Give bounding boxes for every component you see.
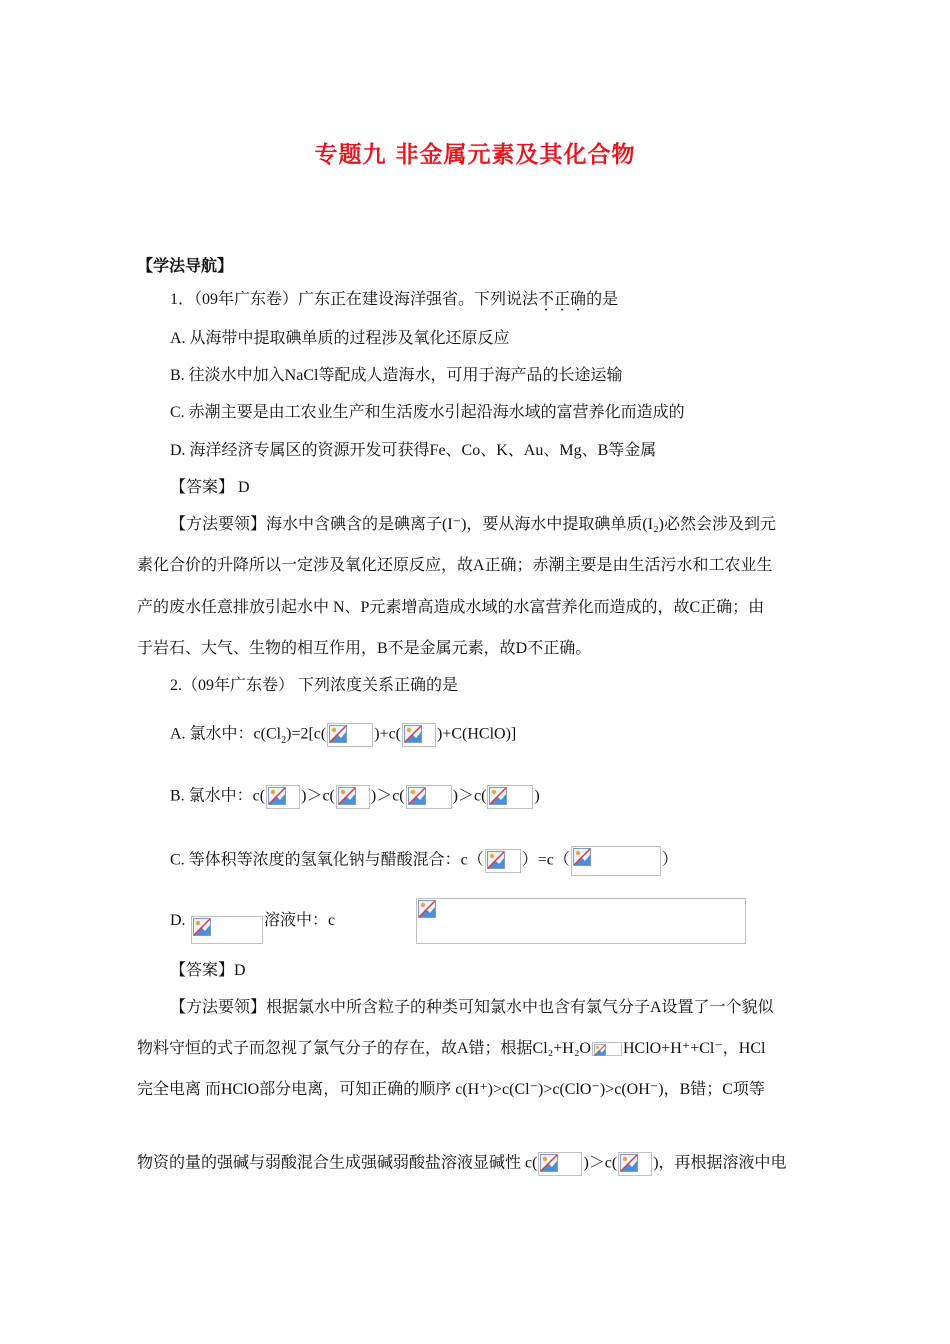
broken-image-icon [329,725,347,743]
formula-image [266,785,300,809]
emphasis-char: 正 [554,291,571,308]
q2-method-line: 完全电离 而HClO部分电离，可知正确的顺序 c(H⁺)>c(Cl⁻)>c(ClO⁻)>c(OH⁻)，B错；C项等 [137,1081,765,1098]
q2-c-text: ） [661,851,678,869]
q1-option-c: C. 赤潮主要是由工农业生产和生活废水引起沿海水域的富营养化而造成的 [170,404,685,421]
formula-image [538,1152,582,1176]
q2-answer: 【答案】D [170,962,246,979]
q1-stem-post: 的是 [586,291,619,308]
q2-method-text: 物资的量的强碱与弱酸混合生成强碱弱酸盐溶液显碱性 c( [137,1154,538,1172]
q1-method-line: 素化合价的升降所以一定涉及氧化还原反应，故A正确；赤潮主要是由生活污水和工农业生 [137,557,773,574]
broken-image-icon [594,1044,606,1056]
q2-option-c [170,846,678,876]
q2-c-text: ）=c（ [521,851,570,869]
q2-a-text: A. 氯水中：c(Cl [170,725,282,743]
q2-option-d-text: 溶液中：c [264,912,336,929]
q2-a-text: )+c( [374,725,401,743]
q2-method-line: 【方法要领】根据氯水中所含粒子的种类可知氯水中也含有氯气分子A设置了一个貌似 [170,999,774,1016]
broken-image-icon [408,787,426,805]
formula-image [485,849,521,873]
q1-answer: 【答案】 D [170,479,250,496]
q2-method-text: )＞c( [583,1154,618,1172]
formula-image [487,785,533,809]
broken-image-icon [487,851,505,869]
q2-b-text: ) [534,787,540,805]
broken-image-icon [418,900,436,918]
formula-image [402,723,436,747]
broken-image-icon [193,918,211,936]
broken-image-icon [404,725,422,743]
broken-image-icon [620,1154,638,1172]
q1-option-a: A. 从海带中提取碘单质的过程涉及氧化还原反应 [170,330,510,347]
question-2-stem: 2.（09年广东卷） 下列浓度关系正确的是 [170,677,459,694]
emphasis-char: 确 [570,291,587,308]
formula-image [571,846,661,876]
formula-image [336,785,370,809]
q2-c-text: C. 等体积等浓度的氢氧化钠与醋酸混合：c（ [170,851,484,869]
q2-method-text: )，再根据溶液中电 [653,1154,787,1172]
formula-image [327,723,373,747]
emphasis-char: 不 [538,291,555,308]
page-title: 专题九 非金属元素及其化合物 [314,142,636,168]
q2-b-text: )＞c( [452,787,487,805]
q1-option-b: B. 往淡水中加入NaCl等配成人造海水，可用于海产品的长途运输 [170,367,623,384]
q2-b-text: B. 氯水中：c( [170,787,266,805]
subscript: 2 [281,734,287,746]
q2-a-text: )+C(HClO)] [437,725,517,743]
q2-option-a [170,723,516,747]
q2-option-d-label: D. [170,912,186,929]
question-1-stem [170,292,618,308]
q2-b-text: )＞c( [370,787,405,805]
formula-image [618,1152,652,1176]
q2-a-text: )=2[c( [286,725,327,743]
broken-image-icon [573,848,591,866]
formula-image [191,916,263,944]
broken-image-icon [268,787,286,805]
q2-method-text: 物料守恒的式子而忽视了氯气分子的存在，故A错；根据Cl₂+H₂O [137,1040,591,1057]
q2-method-line [137,1041,765,1057]
section-heading: 【学法导航】 [137,258,234,275]
q1-method-line: 【方法要领】海水中含碘含的是碘离子(I⁻)，要从海水中提取碘单质(I₂)必然会涉及到元 [170,516,776,533]
q1-method-line: 于岩石、大气、生物的相互作用，B不是金属元素，故D不正确。 [137,640,592,657]
q1-option-d: D. 海洋经济专属区的资源开发可获得Fe、Co、K、Au、Mg、B等金属 [170,442,657,459]
equilibrium-arrow-image [592,1042,622,1056]
formula-image [406,785,452,809]
q2-option-b [170,785,540,809]
q1-stem-pre: 1．（09年广东卷）广东正在建设海洋强省。下列说法 [170,291,539,308]
broken-image-icon [540,1154,558,1172]
broken-image-icon [338,787,356,805]
q2-method-line [137,1152,787,1176]
broken-image-icon [489,787,507,805]
q1-method-line: 产的废水任意排放引起水中 N、P元素增高造成水域的水富营养化而造成的，故C正确；由 [137,599,765,616]
formula-image [416,898,746,944]
q2-b-text: )＞c( [301,787,335,805]
q2-method-text: HClO+H⁺+Cl⁻，HCl [622,1040,766,1057]
